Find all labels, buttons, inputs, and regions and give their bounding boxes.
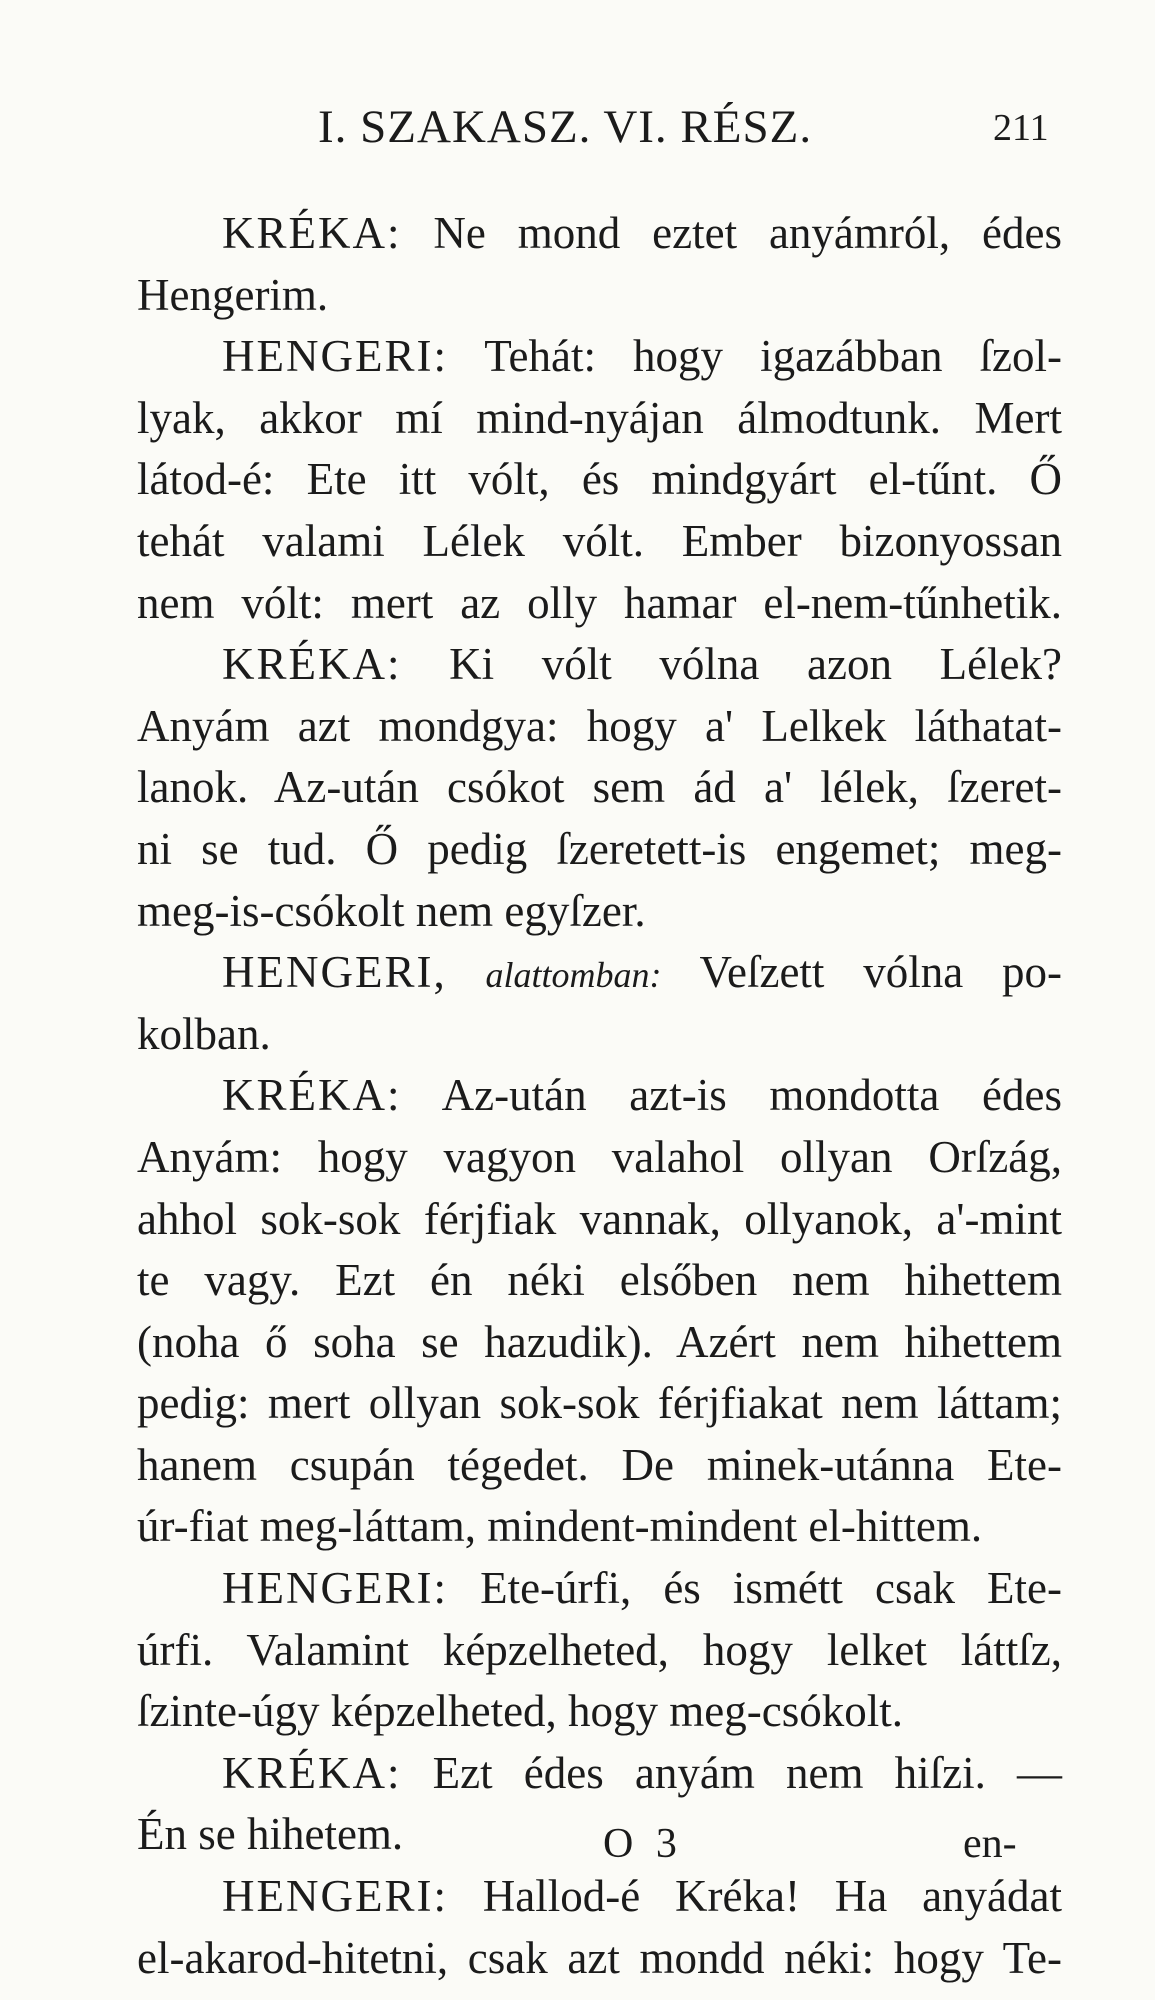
text-line [137, 511, 1062, 573]
text-line [137, 1620, 1062, 1682]
line-text: (noha ő soha se hazudik). Azért nem hihettem [137, 1316, 1062, 1367]
text-line [137, 203, 1062, 265]
text-line [137, 265, 1062, 327]
text-line [137, 942, 1062, 1004]
line-text: úrfi. Valamint képzelheted, hogy lelket láttſz, [137, 1624, 1062, 1675]
line-text: pedig: mert ollyan sok-sok férjfiakat nem láttam; [137, 1378, 1062, 1429]
page-header [0, 100, 1155, 170]
line-text: nem vólt: mert az olly hamar el-nem-tűnhetik. [137, 577, 1062, 628]
text-line [137, 388, 1062, 450]
speaker-name: KRÉKA: [222, 1070, 402, 1121]
stage-direction: alattomban: [485, 955, 662, 996]
line-text: el-akarod-hitetni, csak azt mondd néki: hogy Te- [137, 1932, 1062, 1983]
line-text: Ete-úrfi, és ismétt csak Ete- [447, 1563, 1062, 1614]
catchword: en- [963, 1821, 1017, 1867]
text-line [137, 1558, 1062, 1620]
text-line [137, 1435, 1062, 1497]
line-text: ahhol sok-sok férjfiak vannak, ollyanok, a'-mint [137, 1193, 1062, 1244]
line-text: kolban. [137, 1008, 271, 1059]
line-text: Anyám azt mondgya: hogy a' Lelkek láthatat- [137, 700, 1062, 751]
speaker-name: HENGERI: [222, 331, 448, 382]
text-line [137, 1250, 1062, 1312]
speaker-name: KRÉKA: [222, 1747, 402, 1798]
text-line [137, 573, 1062, 635]
text-line [137, 757, 1062, 819]
speaker-name: KRÉKA: [222, 208, 402, 258]
line-text: látod-é: Ete itt vólt, és mindgyárt el-tűnt. Ő [137, 454, 1062, 505]
text-line [137, 1189, 1062, 1251]
line-text: te vagy. Ezt én néki elsőben nem hihettem [137, 1255, 1062, 1306]
line-text: Ki vólt vólna azon Lélek? [401, 639, 1062, 690]
line-text: ſzinte-úgy képzelheted, hogy meg-csókolt. [137, 1686, 904, 1737]
line-text: lanok. Az-után csókot sem ád a' lélek, ſzeret- [137, 762, 1062, 813]
text-line [137, 326, 1062, 388]
line-text: hanem csupán tégedet. De minek-utánna Ete- [137, 1439, 1062, 1490]
line-text: Anyám: hogy vagyon valahol ollyan Orſzág, [137, 1131, 1062, 1182]
body-text [137, 203, 1062, 1989]
line-text: Én se hihetem. [137, 1809, 404, 1860]
line-text: ni se tud. Ő pedig ſzeretett-is engemet; meg- [137, 823, 1062, 874]
line-text: Ezt édes anyám nem hiſzi. — [401, 1747, 1062, 1798]
line-text: Tehát: hogy igazábban ſzol- [447, 331, 1062, 382]
line-text: tehát valami Lélek vólt. Ember bizonyossan [137, 515, 1062, 566]
text-line [137, 819, 1062, 881]
line-text: lyak, akkor mí mind-nyájan álmodtunk. Mert [137, 392, 1062, 443]
text-line [137, 1928, 1062, 1990]
text-line [137, 1681, 1062, 1743]
line-text: Ne mond eztet anyámról, édes [401, 208, 1062, 258]
line-text: úr-fiat meg-láttam, mindent-mindent el-hittem. [137, 1501, 983, 1552]
line-text: meg-is-csókolt nem egyſzer. [137, 885, 646, 936]
text-line [137, 1743, 1062, 1805]
text-line [137, 1004, 1062, 1066]
text-line [137, 881, 1062, 943]
text-line [137, 1496, 1062, 1558]
speaker-name: HENGERI: [222, 1563, 448, 1614]
line-text: Az-után azt-is mondotta édes [401, 1070, 1062, 1121]
text-line [137, 1373, 1062, 1435]
text-line [137, 1312, 1062, 1374]
speaker-name: KRÉKA: [222, 639, 402, 690]
page-number: 211 [993, 107, 1049, 149]
line-text: Hengerim. [137, 269, 329, 320]
line-text: Veſzett vólna po- [661, 947, 1062, 998]
speaker-name: HENGERI, [222, 947, 447, 998]
text-line [137, 1065, 1062, 1127]
speaker-name: HENGERI: [222, 1871, 448, 1922]
line-text: Hallod-é Kréka! Ha anyádat [447, 1871, 1062, 1922]
page-footer [0, 1820, 1155, 1890]
text-line [137, 634, 1062, 696]
signature-mark: O 3 [603, 1821, 683, 1867]
text-line [137, 696, 1062, 758]
text-line [137, 1127, 1062, 1189]
running-head: I. SZAKASZ. VI. RÉSZ. [318, 101, 813, 153]
text-line [137, 449, 1062, 511]
